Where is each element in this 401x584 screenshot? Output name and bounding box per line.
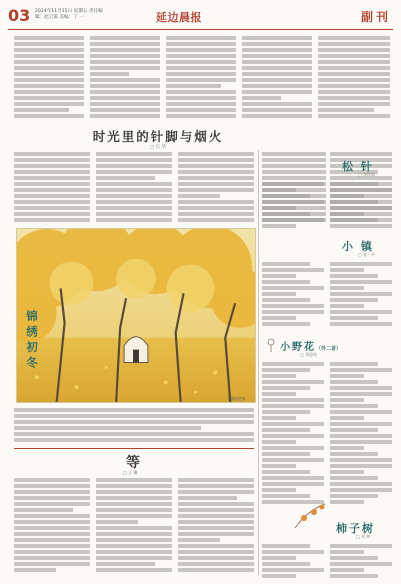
poem-4-byline: □ 刘 婷 [356,534,371,539]
section-name: 副刊 [360,10,391,24]
newspaper-name: 延边晨报 [156,11,202,24]
poem-3-title [280,338,341,353]
ginkgo-scene-illustration [17,229,255,402]
poem-4-title: 柿子树 [336,522,375,535]
top-text-col-3 [166,36,236,120]
persimmon-sketch-illustration [290,500,330,530]
top-text-col-4 [242,36,312,120]
main-body-under-photo [14,408,254,444]
poem-4-col-1 [262,544,324,580]
poem-3-byline: □ 刘思彤 [300,352,318,357]
bottom-article-byline: □ 王 馨 [123,470,138,475]
poem-4-col-2 [330,544,392,580]
poem-3-col-2 [330,362,392,512]
bottom-article-col-2 [96,478,172,578]
issue-meta: 2024年11月15日 星期五 责任编辑：赵云霞 美编：丁 一 [35,9,103,20]
vertical-section-title: 锦绣初冬 [25,310,39,372]
poem-2-byline: □ 张一平 [358,252,376,257]
bottom-article-title: 等 [126,455,142,471]
page-number: 03 [8,6,31,25]
wildflower-sketch-illustration [262,335,280,353]
main-article-byline: □ 长 华 [149,145,167,150]
top-text-col-2 [90,36,160,120]
main-body-col-2 [96,152,172,226]
poem-1-col-2 [330,182,392,232]
poem-1-col-1 [262,182,324,232]
poem-3-col-1 [262,362,324,512]
poem-3-title-text: 小野花 [280,342,316,353]
column-divider [258,150,259,575]
top-text-col-5 [318,36,390,120]
poem-2-col-1 [262,262,324,328]
bottom-article-col-3 [178,478,254,578]
page-header [8,6,393,30]
poem-3-subtitle: （外二首） [316,346,342,352]
bottom-article-rule [14,448,254,449]
poem-1-title: 松 针 [342,160,374,173]
autumn-ginkgo-photo [16,228,256,403]
poem-1-byline: □ 李铁皋 [358,172,376,177]
main-body-col-1 [14,152,90,226]
main-body-col-3 [178,152,254,226]
photo-credit: 摄影/赵泉 [228,396,246,401]
bottom-article-col-1 [14,478,90,578]
top-text-col-1 [14,36,84,120]
poem-2-title: 小 镇 [342,240,374,253]
main-article-title: 时光里的针脚与烟火 [92,129,224,144]
poem-2-col-2 [330,262,392,328]
